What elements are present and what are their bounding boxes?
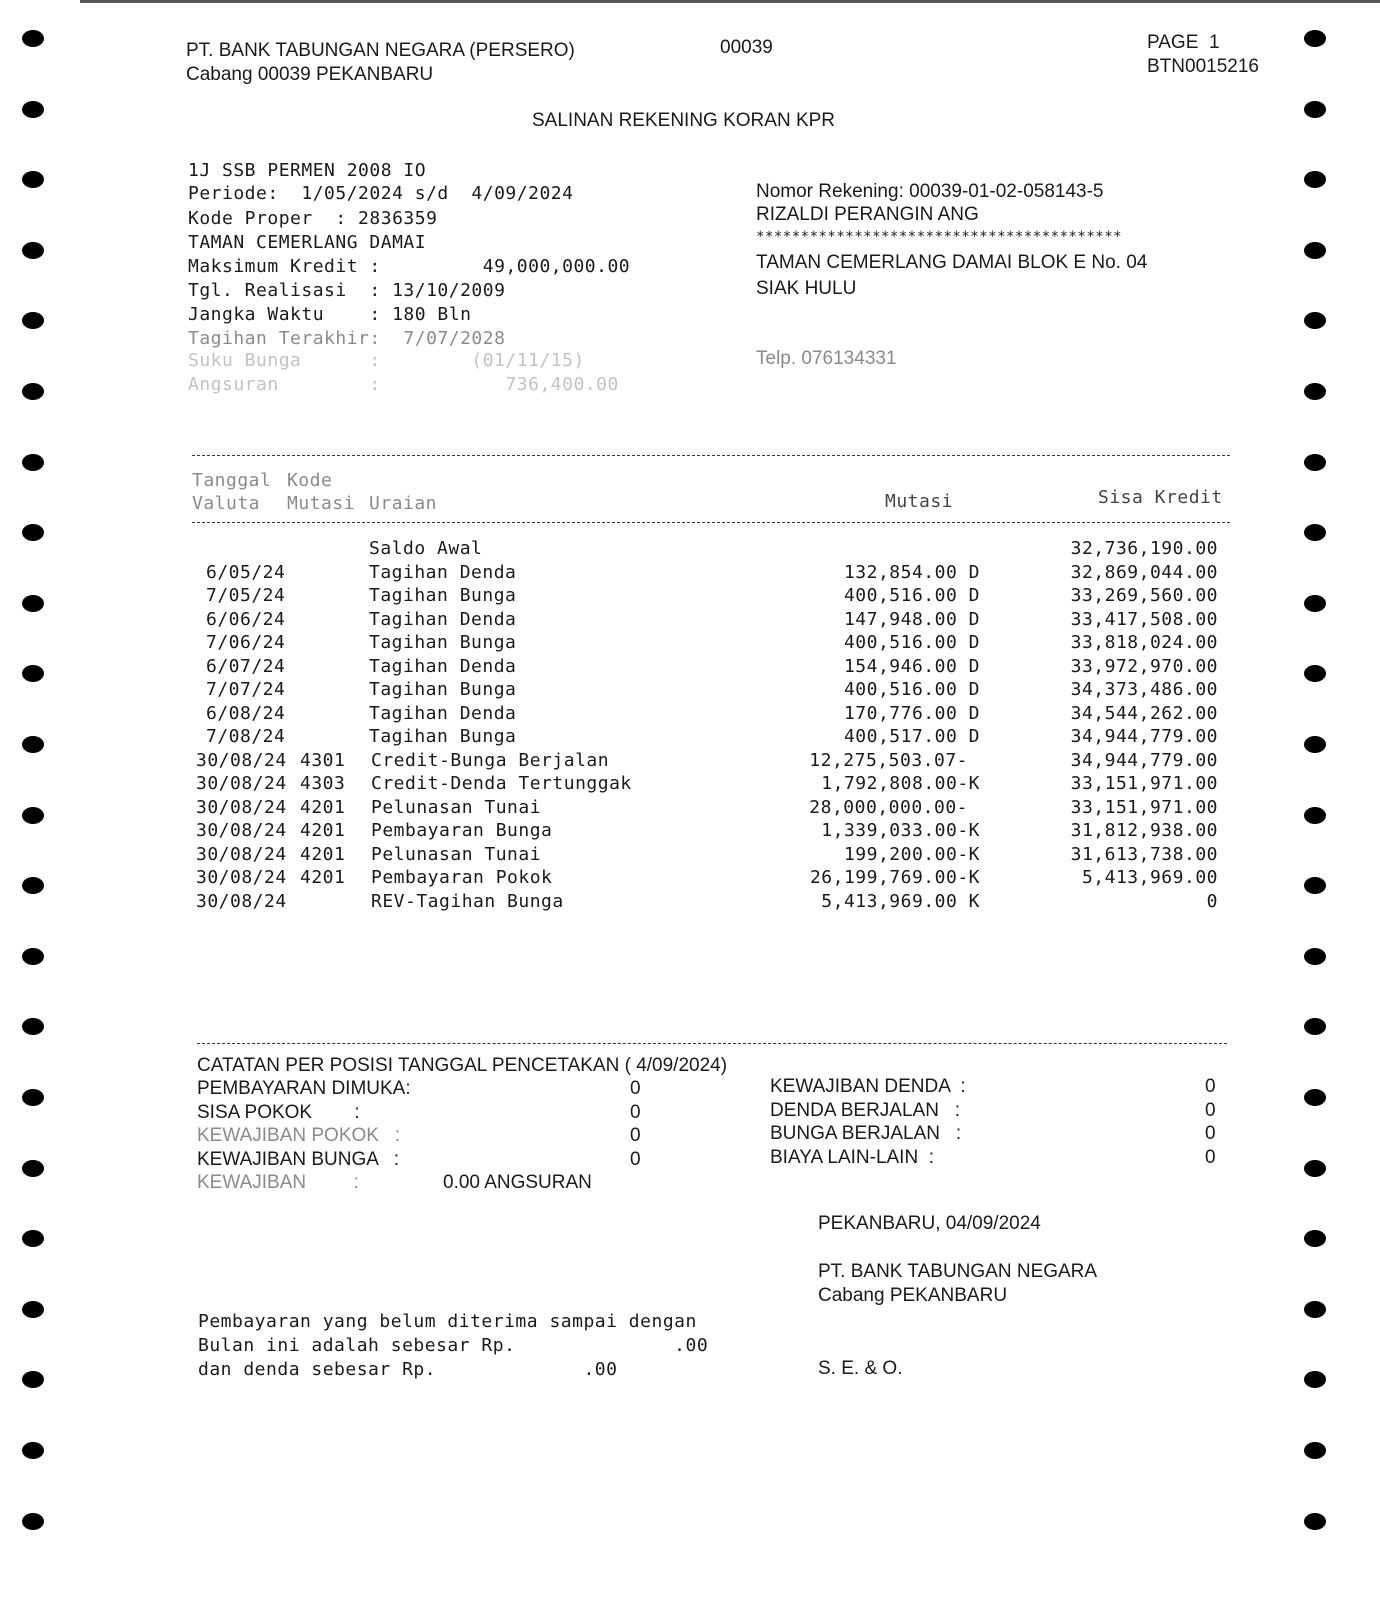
header-uraian: Uraian (369, 493, 438, 514)
loan-info-line: Suku Bunga : (01/11/15) (188, 350, 585, 371)
row-date: 30/08/24 (196, 890, 287, 912)
seo-note: S. E. & O. (818, 1358, 903, 1379)
customer-name: RIZALDI PERANGIN ANG (756, 204, 979, 225)
row-balance: 31,812,938.00 (1070, 820, 1218, 841)
sprocket-hole (1304, 665, 1326, 682)
sprocket-hole (22, 524, 44, 541)
row-amount: 26,199,769.00-K (809, 867, 980, 888)
row-amount: 1,339,033.00-K (821, 820, 980, 841)
row-code: 4303 (300, 773, 346, 794)
row-balance: 0 (1206, 890, 1218, 912)
note-left-label: KEWAJIBAN POKOK : (197, 1125, 401, 1146)
row-description: Credit-Bunga Berjalan (371, 749, 610, 771)
row-date: 6/07/24 (206, 655, 286, 677)
row-description: Tagihan Bunga (369, 585, 517, 606)
note-left-label: SISA POKOK : (197, 1101, 360, 1123)
row-description: Pelunasan Tunai (371, 796, 542, 818)
sprocket-hole (1304, 595, 1326, 612)
sprocket-hole (22, 171, 44, 188)
sprocket-hole (22, 877, 44, 894)
sprocket-hole (22, 1230, 44, 1247)
sprocket-hole (22, 1160, 44, 1177)
note-right-value: 0 (1205, 1146, 1216, 1168)
bank-name: PT. BANK TABUNGAN NEGARA (PERSERO) (186, 40, 575, 61)
row-date: 30/08/24 (196, 796, 287, 818)
row-date: 6/05/24 (206, 561, 286, 583)
header-tanggal: Tanggal (192, 470, 272, 491)
row-balance: 31,613,738.00 (1070, 843, 1218, 865)
sprocket-hole (1304, 383, 1326, 400)
sprocket-hole (1304, 101, 1326, 118)
row-code: 4201 (300, 867, 346, 888)
row-description: Pelunasan Tunai (371, 843, 542, 865)
row-amount: 5,413,969.00 K (821, 890, 980, 912)
sprocket-hole (1304, 1160, 1326, 1177)
row-balance: 33,417,508.00 (1070, 608, 1218, 630)
footer-branch: Cabang PEKANBARU (818, 1285, 1008, 1306)
row-description: Tagihan Denda (369, 702, 517, 724)
address-line-1: TAMAN CEMERLANG DAMAI BLOK E No. 04 (756, 252, 1148, 273)
note-right-label: DENDA BERJALAN : (770, 1099, 961, 1121)
row-date: 6/08/24 (206, 702, 286, 724)
sprocket-hole (1304, 524, 1326, 541)
row-amount: 154,946.00 D (843, 655, 980, 677)
loan-info-line: Angsuran : 736,400.00 (188, 374, 619, 395)
row-description: Tagihan Bunga (369, 679, 517, 700)
loan-info-line: Maksimum Kredit : 49,000,000.00 (188, 256, 631, 277)
note-left-label: PEMBAYARAN DIMUKA: (197, 1078, 411, 1099)
row-balance: 33,151,971.00 (1070, 796, 1218, 818)
row-amount: 400,516.00 D (843, 679, 980, 700)
row-code: 4201 (300, 843, 346, 865)
sprocket-hole (22, 1018, 44, 1035)
row-balance: 33,972,970.00 (1070, 655, 1218, 677)
row-amount: 170,776.00 D (843, 702, 980, 724)
note-right-value: 0 (1205, 1099, 1216, 1121)
address-line-2: SIAK HULU (756, 278, 857, 299)
row-description: Saldo Awal (369, 538, 483, 559)
sprocket-hole (1304, 877, 1326, 894)
sprocket-hole (22, 948, 44, 965)
account-number: Nomor Rekening: 00039-01-02-058143-5 (756, 181, 1104, 202)
row-balance: 32,736,190.00 (1070, 538, 1218, 559)
loan-info-line: Periode: 1/05/2024 s/d 4/09/2024 (188, 183, 574, 204)
payment-message-2: Bulan ini adalah sebesar Rp. .00 (198, 1335, 709, 1356)
row-description: Pembayaran Pokok (371, 867, 553, 888)
sprocket-hole (22, 1301, 44, 1318)
row-description: REV-Tagihan Bunga (371, 890, 564, 912)
divider (197, 1043, 1227, 1044)
sprocket-hole (22, 1513, 44, 1530)
row-description: Pembayaran Bunga (371, 820, 553, 841)
sprocket-hole (22, 1371, 44, 1388)
sprocket-hole (22, 101, 44, 118)
row-description: Tagihan Denda (369, 561, 517, 583)
payment-message-1: Pembayaran yang belum diterima sampai dengan (198, 1311, 697, 1332)
sprocket-hole (22, 312, 44, 329)
row-date: 30/08/24 (196, 843, 287, 865)
loan-info-line: Kode Proper : 2836359 (188, 208, 438, 229)
row-amount: 132,854.00 D (843, 561, 980, 583)
row-description: Tagihan Bunga (369, 726, 517, 747)
sprocket-hole (1304, 171, 1326, 188)
sprocket-hole (22, 736, 44, 753)
sprocket-hole (22, 665, 44, 682)
page-number: PAGE 1 (1147, 32, 1220, 53)
row-balance: 5,413,969.00 (1081, 867, 1218, 888)
sprocket-hole (22, 1089, 44, 1106)
sprocket-hole (22, 454, 44, 471)
sprocket-hole (22, 1442, 44, 1459)
row-date: 30/08/24 (196, 773, 287, 794)
header-valuta: Valuta (192, 493, 261, 514)
paper-edge (80, 0, 1380, 3)
row-amount: 147,948.00 D (843, 608, 980, 630)
row-code: 4201 (300, 820, 346, 841)
divider (192, 522, 1230, 523)
sprocket-hole (1304, 1513, 1326, 1530)
row-date: 7/06/24 (206, 632, 286, 653)
row-balance: 33,269,560.00 (1070, 585, 1218, 606)
row-description: Tagihan Denda (369, 608, 517, 630)
phone: Telp. 076134331 (756, 348, 897, 369)
row-balance: 33,818,024.00 (1070, 632, 1218, 653)
note-left-value: 0 (630, 1125, 641, 1146)
note-left-value: 0 (630, 1101, 641, 1123)
row-balance: 32,869,044.00 (1070, 561, 1218, 583)
row-date: 30/08/24 (196, 820, 287, 841)
payment-message-3: dan denda sebesar Rp. .00 (198, 1359, 618, 1380)
document-number: BTN0015216 (1147, 56, 1259, 77)
row-description: Tagihan Bunga (369, 632, 517, 653)
loan-info-line: 1J SSB PERMEN 2008 IO (188, 160, 427, 181)
note-right-value: 0 (1205, 1076, 1216, 1097)
branch-code: 00039 (720, 37, 773, 58)
row-description: Tagihan Denda (369, 655, 517, 677)
loan-info-line: TAMAN CEMERLANG DAMAI (188, 232, 427, 253)
sprocket-hole (1304, 948, 1326, 965)
note-right-label: BIAYA LAIN-LAIN : (770, 1146, 935, 1168)
sprocket-hole (1304, 736, 1326, 753)
loan-info-line: Tagihan Terakhir: 7/07/2028 (188, 328, 506, 349)
row-date: 7/07/24 (206, 679, 286, 700)
page-title: SALINAN REKENING KORAN KPR (532, 110, 836, 131)
row-description: Credit-Denda Tertunggak (371, 773, 632, 794)
sprocket-hole (1304, 454, 1326, 471)
row-balance: 34,944,779.00 (1070, 726, 1218, 747)
masked-line: ***************************************** (756, 229, 1123, 245)
row-amount: 400,517.00 D (843, 726, 980, 747)
note-left-value: 0 (630, 1078, 641, 1099)
note-left-label: KEWAJIBAN BUNGA : (197, 1148, 400, 1170)
sprocket-hole (1304, 30, 1326, 47)
sprocket-hole (1304, 312, 1326, 329)
kewajiban-value: 0.00 ANGSURAN (443, 1172, 592, 1193)
sprocket-hole (1304, 807, 1326, 824)
sprocket-hole (22, 807, 44, 824)
sprocket-hole (22, 30, 44, 47)
divider (192, 455, 1230, 456)
row-balance: 34,944,779.00 (1070, 749, 1218, 771)
row-balance: 34,544,262.00 (1070, 702, 1218, 724)
note-right-label: BUNGA BERJALAN : (770, 1123, 962, 1144)
row-amount: 1,792,808.00-K (821, 773, 980, 794)
kewajiban-label: KEWAJIBAN : (197, 1172, 359, 1193)
header-mutasi: Mutasi (885, 491, 954, 512)
row-amount: 12,275,503.07- (809, 749, 968, 771)
row-code: 4201 (300, 796, 346, 818)
sprocket-hole (1304, 1230, 1326, 1247)
row-code: 4301 (300, 749, 346, 771)
row-amount: 400,516.00 D (843, 632, 980, 653)
row-date: 7/08/24 (206, 726, 286, 747)
sprocket-hole (1304, 242, 1326, 259)
row-amount: 28,000,000.00- (809, 796, 968, 818)
row-balance: 34,373,486.00 (1070, 679, 1218, 700)
sprocket-hole (22, 242, 44, 259)
notes-title: CATATAN PER POSISI TANGGAL PENCETAKAN ( 4/09/2024) (197, 1055, 728, 1076)
header-sisa-kredit: Sisa Kredit (1098, 487, 1223, 508)
loan-info-line: Tgl. Realisasi : 13/10/2009 (188, 280, 506, 301)
row-date: 30/08/24 (196, 749, 287, 771)
note-right-label: KEWAJIBAN DENDA : (770, 1076, 966, 1097)
note-left-value: 0 (630, 1148, 641, 1170)
sprocket-hole (22, 595, 44, 612)
sprocket-hole (22, 383, 44, 400)
row-date: 7/05/24 (206, 585, 286, 606)
loan-info-line: Jangka Waktu : 180 Bln (188, 304, 472, 325)
footer-bank: PT. BANK TABUNGAN NEGARA (818, 1261, 1098, 1282)
row-balance: 33,151,971.00 (1070, 773, 1218, 794)
note-right-value: 0 (1205, 1123, 1216, 1144)
row-date: 30/08/24 (196, 867, 287, 888)
row-amount: 400,516.00 D (843, 585, 980, 606)
sprocket-hole (1304, 1371, 1326, 1388)
sprocket-hole (1304, 1089, 1326, 1106)
branch-name: Cabang 00039 PEKANBARU (186, 64, 434, 85)
row-amount: 199,200.00-K (843, 843, 980, 865)
sprocket-hole (1304, 1442, 1326, 1459)
place-date: PEKANBARU, 04/09/2024 (818, 1213, 1041, 1234)
header-kode: Kode (287, 470, 333, 491)
sprocket-hole (1304, 1301, 1326, 1318)
sprocket-hole (1304, 1018, 1326, 1035)
row-date: 6/06/24 (206, 608, 286, 630)
header-mutasi-code: Mutasi (287, 493, 356, 514)
